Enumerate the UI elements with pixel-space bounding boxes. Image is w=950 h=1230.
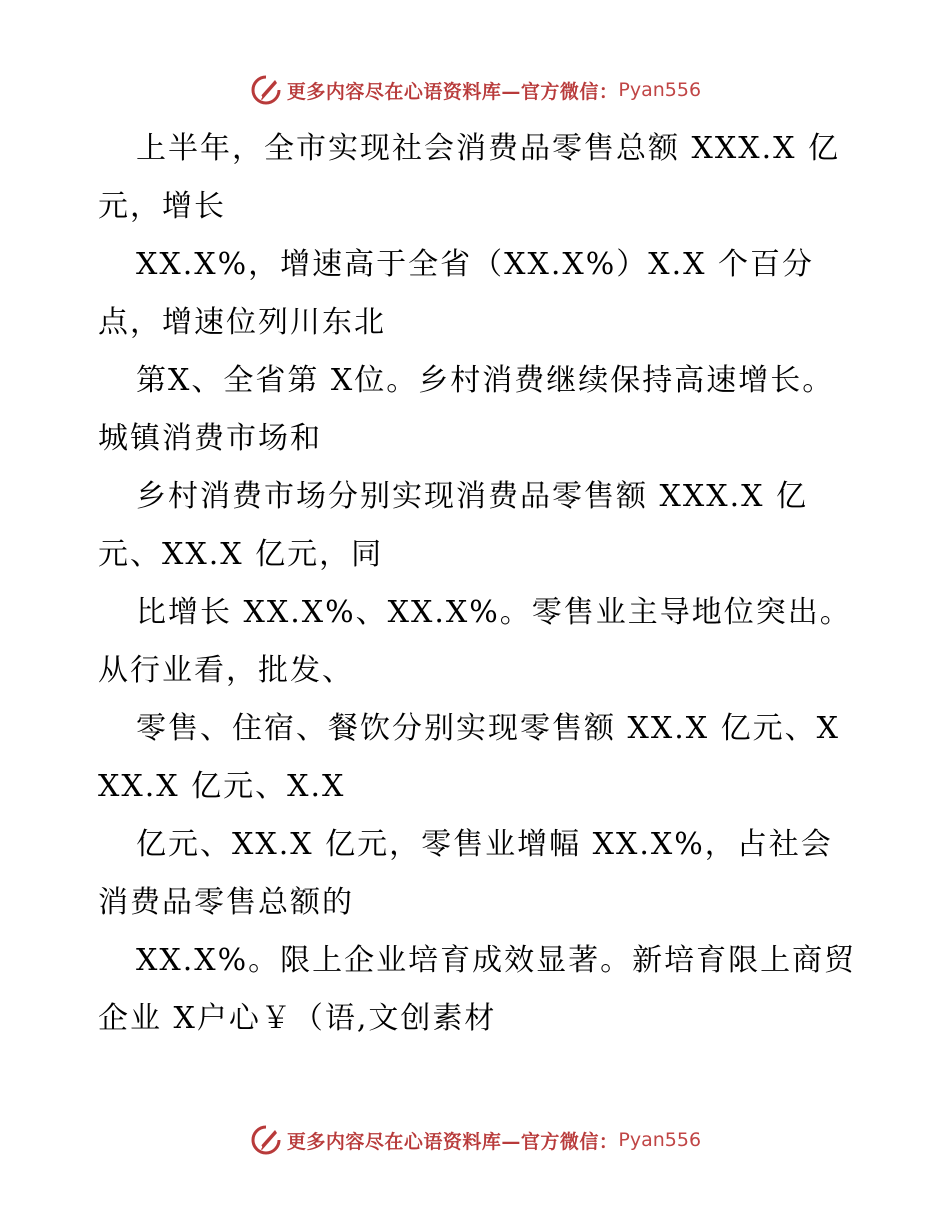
footer-banner: [0, 1120, 950, 1160]
header-banner: [0, 70, 950, 110]
quill-pen-logo-icon: [249, 1123, 283, 1157]
paragraph: 第X、全省第 X位。乡村消费继续保持高速增长。城镇消费市场和: [98, 363, 835, 456]
paragraph: 比增长 XX.X%、XX.X%。零售业主导地位突出。从行业看，批发、: [98, 595, 852, 688]
paragraph: 乡村消费市场分别实现消费品零售额 XXX.X 亿元、XX.X 亿元，同: [98, 479, 809, 572]
paragraph: 上半年，全市实现社会消费品零售总额 XXX.X 亿元，增长: [98, 131, 841, 224]
paragraph: XX.X%。限上企业培育成效显著。新培育限上商贸企业 X户心￥（语,文创素材: [98, 943, 857, 1036]
paragraph: 零售、住宿、餐饮分别实现零售额 XX.X 亿元、XXX.X 亿元、X.X: [98, 711, 841, 804]
paragraph: 亿元、XX.X 亿元，零售业增幅 XX.X%，占社会消费品零售总额的: [98, 827, 833, 920]
banner-title: 更多内容尽在心语资料库—官方微信：: [286, 1130, 619, 1153]
banner-title: 更多内容尽在心语资料库—官方微信：: [286, 80, 619, 103]
banner-wechat-id: Pyan556: [618, 79, 702, 101]
document-body: [98, 120, 858, 1048]
banner-wechat-id: Pyan556: [618, 1129, 702, 1151]
paragraph: XX.X%，增速高于全省（XX.X%）X.X 个百分点，增速位列川东北: [98, 247, 815, 340]
quill-pen-logo-icon: [249, 73, 283, 107]
